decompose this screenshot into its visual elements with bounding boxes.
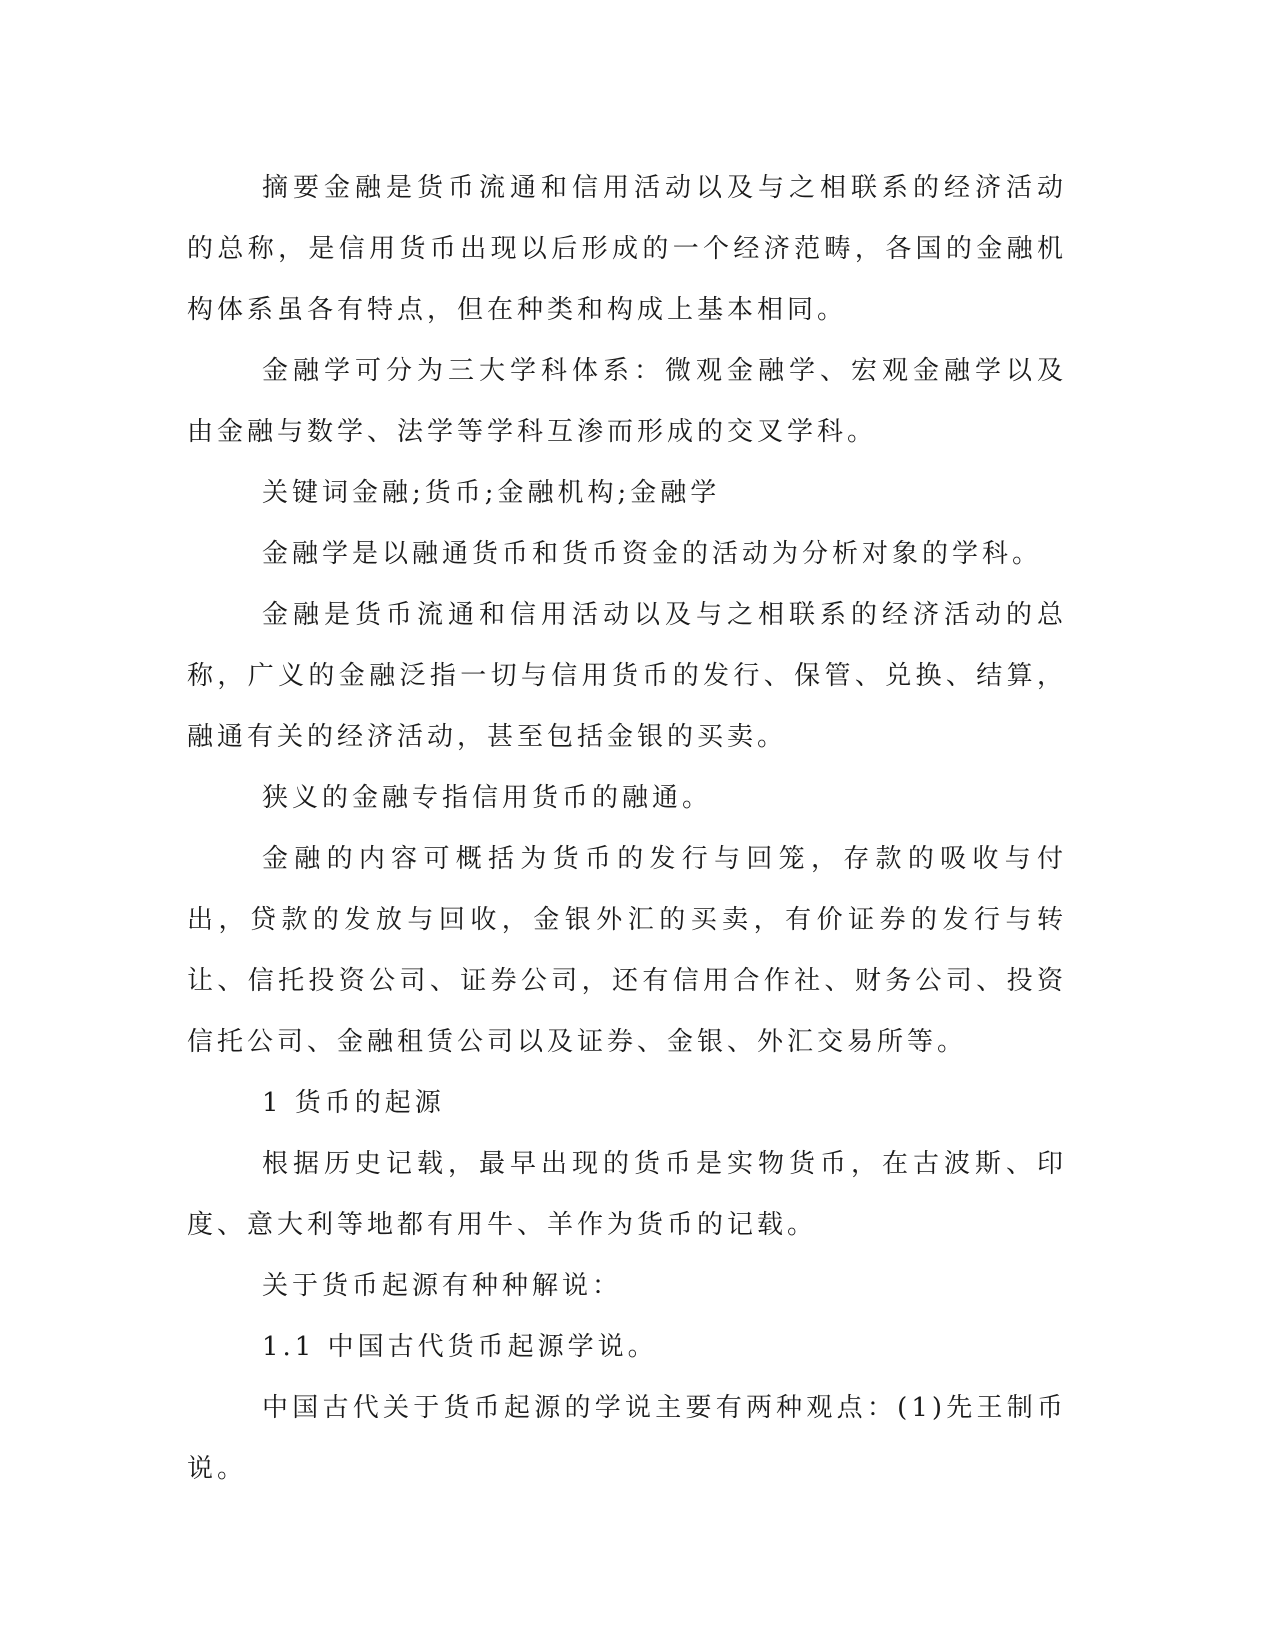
abstract-paragraph: 摘要金融是货币流通和信用活动以及与之相联系的经济活动的总称，是信用货币出现以后形成的一个经济范畴，各国的金融机构体系虽各有特点，但在种类和构成上基本相同。 bbox=[187, 173, 1067, 325]
narrow-finance-paragraph: 狭义的金融专指信用货币的融通。 bbox=[262, 783, 713, 813]
broad-finance-paragraph: 金融是货币流通和信用活动以及与之相联系的经济活动的总称，广义的金融泛指一切与信用货币的发行、保管、兑换、结算，融通有关的经济活动，甚至包括金银的买卖。 bbox=[187, 600, 1067, 752]
keywords-paragraph: 关键词金融;货币;金融机构;金融学 bbox=[262, 478, 721, 508]
ancient-china-paragraph: 中国古代关于货币起源的学说主要有两种观点：(1)先王制币说。 bbox=[187, 1393, 1067, 1484]
document-body bbox=[187, 158, 1067, 1500]
finance-content-paragraph: 金融的内容可概括为货币的发行与回笼，存款的吸收与付出，贷款的发放与回收，金银外汇的买卖，有价证券的发行与转让、信托投资公司、证券公司，还有信用合作社、财务公司、投资信托公司、金融租赁公司以及证券、金银、外汇交易所等。 bbox=[187, 844, 1067, 1057]
history-paragraph: 根据历史记载，最早出现的货币是实物货币，在古波斯、印度、意大利等地都有用牛、羊作为货币的记载。 bbox=[187, 1149, 1067, 1240]
section-heading-1: 1 货币的起源 bbox=[262, 1088, 445, 1118]
definition-paragraph: 金融学是以融通货币和货币资金的活动为分析对象的学科。 bbox=[262, 539, 1043, 569]
disciplines-paragraph: 金融学可分为三大学科体系：微观金融学、宏观金融学以及由金融与数学、法学等学科互渗而形成的交叉学科。 bbox=[187, 356, 1067, 447]
section-heading-1-1: 1.1 中国古代货币起源学说。 bbox=[262, 1332, 658, 1362]
origin-theories-paragraph: 关于货币起源有种种解说： bbox=[262, 1271, 623, 1301]
